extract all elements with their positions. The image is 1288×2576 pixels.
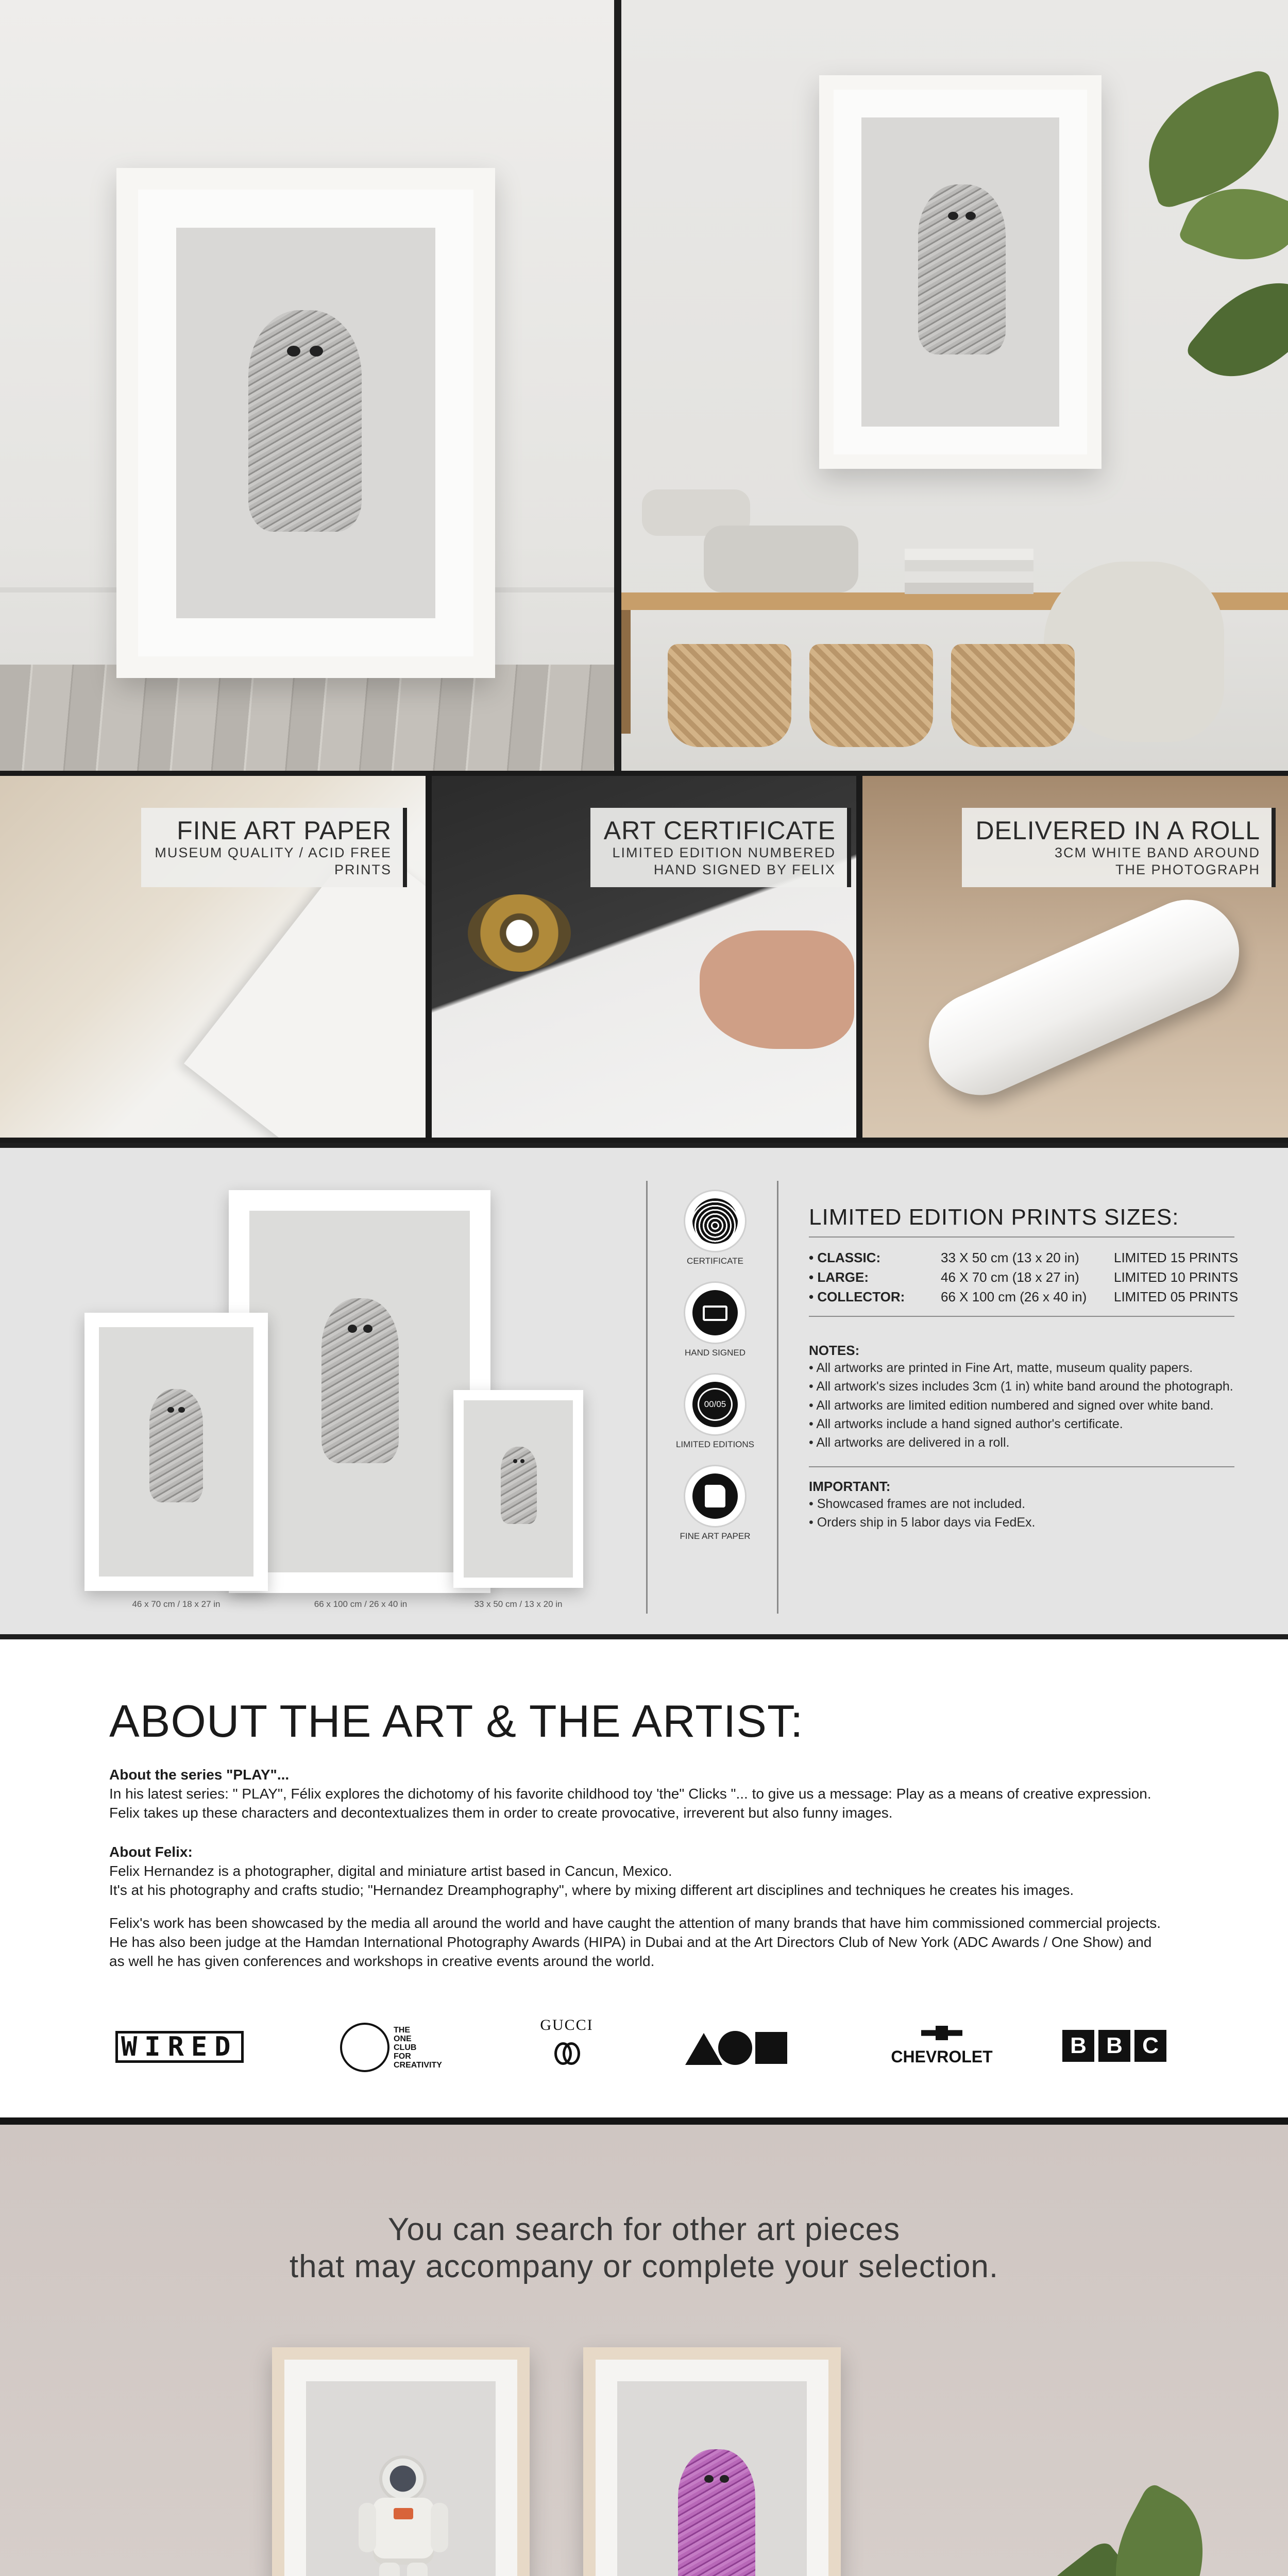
feature-subtitle: 3CM WHITE BAND AROUND (1054, 844, 1260, 860)
basket (668, 644, 791, 747)
important-heading: IMPORTANT: (809, 1479, 891, 1494)
feature-subtitle: LIMITED EDITION NUMBERED (612, 844, 836, 860)
frame-purple-mummy (583, 2347, 841, 2576)
divider (646, 1181, 648, 1614)
divider (809, 1236, 1234, 1238)
artwork-photo (861, 117, 1059, 427)
one-club-text: FOR (394, 2052, 411, 2061)
feature-subtitle: PRINTS (334, 862, 392, 878)
search-text-line: You can search for other art pieces (387, 2212, 901, 2247)
feature-art-certificate (432, 776, 856, 1138)
divider (777, 1181, 778, 1614)
series-line: In his latest series: " PLAY", Félix explores the dichotomy of his favorite childhood toy 'the" Clicks "... to give us a message: Play as a means of creative expression. (109, 1786, 1151, 1802)
size-row-limit: LIMITED 10 PRINTS (1114, 1269, 1239, 1285)
media-line: Felix's work has been showcased by the media all around the world and have caught the attention of many brands that have him commissioned commercial projects. (109, 1915, 1161, 1931)
basket (951, 644, 1075, 747)
notes-heading: NOTES: (809, 1343, 860, 1358)
gold-seal-icon (468, 894, 571, 972)
size-row-name: • COLLECTOR: (809, 1289, 905, 1304)
basket (809, 644, 933, 747)
one-club-logo (340, 2023, 464, 2072)
hand-with-pen (700, 930, 854, 1049)
sizes-heading: LIMITED EDITION PRINTS SIZES: (809, 1205, 1179, 1230)
size-row-limit: LIMITED 05 PRINTS (1114, 1289, 1239, 1304)
badge-label: CERTIFICATE (687, 1256, 743, 1266)
felix-line: It's at his photography and crafts studio; "Hernandez Dreamphography", where by mixing different art disciplines and techniques he creates his images. (109, 1882, 1074, 1899)
feature-title: ART CERTIFICATE (603, 816, 836, 845)
print-medium (84, 1313, 268, 1591)
purple-mummy-artwork (617, 2381, 807, 2576)
gucci-logo (536, 2016, 598, 2078)
feature-label (141, 808, 407, 887)
feature-label (590, 808, 851, 887)
note-item: • All artworks are limited edition numbered and signed over white band. (809, 1398, 1214, 1413)
paper-roll-icon (685, 1466, 745, 1526)
search-text-line: that may accompany or complete your selection. (289, 2249, 999, 2284)
wired-logo (115, 2031, 244, 2063)
series-line: Felix takes up these characters and decontextualizes them in order to create provocative, irreverent but also funny images. (109, 1805, 893, 1821)
badge-label: FINE ART PAPER (680, 1531, 751, 1541)
feature-subtitle: MUSEUM QUALITY / ACID FREE (155, 844, 392, 860)
mockup-leaning-frame (0, 0, 614, 771)
artwork-photo (176, 228, 435, 618)
feature-label (962, 808, 1276, 887)
hero-mockups (0, 0, 1288, 771)
size-row-name: • LARGE: (809, 1269, 869, 1285)
mummy-figure (321, 1298, 399, 1463)
note-item: • All artworks are printed in Fine Art, matte, museum quality papers. (809, 1361, 1193, 1375)
feature-fine-art-paper (0, 776, 426, 1138)
feature-delivered-roll (862, 776, 1288, 1138)
divider (809, 1316, 1234, 1317)
size-row-name: • CLASSIC: (809, 1250, 881, 1265)
mummy-figure (248, 310, 362, 532)
feature-subtitle: HAND SIGNED BY FELIX (653, 862, 836, 878)
wood-floor (0, 665, 614, 771)
notes-block (809, 1343, 1252, 1452)
paper-roll (912, 883, 1256, 1111)
series-heading: About the series "PLAY"... (109, 1767, 290, 1783)
note-item: • All artwork's sizes includes 3cm (1 in) white band around the photograph. (809, 1379, 1233, 1394)
important-block (809, 1479, 1252, 1532)
feature-title: FINE ART PAPER (177, 816, 392, 845)
felix-line: Felix Hernandez is a photographer, digital and miniature artist based in Cancun, Mexico. (109, 1863, 672, 1879)
mockup-hanging-frame (621, 0, 1288, 771)
one-club-text: CLUB (394, 2043, 417, 2052)
aoc-logo (685, 2029, 788, 2065)
bbc-logo (1062, 2030, 1166, 2064)
size-row-dimensions: 46 X 70 cm (18 x 27 in) (941, 1269, 1079, 1285)
print-large (229, 1190, 490, 1593)
signature-icon (685, 1283, 745, 1343)
living-room-mockup (0, 2125, 1288, 2576)
astronaut-helmet (382, 2459, 423, 2499)
about-title: ABOUT THE ART & THE ARTIST: (109, 1696, 804, 1747)
media-line: as well he has given conferences and workshops in creative events around the world. (109, 1953, 655, 1970)
plant-decor (1129, 68, 1288, 211)
mummy-figure (678, 2449, 755, 2576)
size-row-limit: LIMITED 15 PRINTS (1114, 1250, 1239, 1265)
badge-label: LIMITED EDITIONS (675, 1439, 755, 1449)
astronaut-artwork (306, 2381, 496, 2576)
size-caption: 66 x 100 cm / 26 x 40 in (314, 1599, 408, 1609)
about-media-paragraph (109, 1913, 1191, 1971)
books (905, 549, 1033, 560)
leaning-frame (116, 168, 495, 678)
felix-heading: About Felix: (109, 1844, 193, 1860)
note-item: • All artworks include a hand signed author's certificate. (809, 1416, 1123, 1431)
one-club-text: ONE (394, 2035, 412, 2043)
feature-title: DELIVERED IN A ROLL (975, 816, 1260, 845)
wired-wordmark: WIRED (115, 2031, 244, 2063)
one-club-text: THE (394, 2026, 410, 2035)
edition-icon (685, 1375, 745, 1434)
print-small (453, 1390, 583, 1588)
mummy-figure (918, 184, 1006, 354)
hanging-frame (819, 75, 1101, 469)
edition-number: 00/05 (698, 1388, 733, 1421)
mummy-figure (149, 1389, 203, 1502)
size-caption: 33 x 50 cm / 13 x 20 in (474, 1599, 563, 1609)
about-section (0, 1639, 1288, 2125)
bbc-block: B (1098, 2030, 1130, 2062)
badge-label: HAND SIGNED (684, 1348, 746, 1358)
feature-subtitle: THE PHOTOGRAPH (1115, 862, 1260, 878)
about-series-paragraph (109, 1765, 1191, 1823)
pillow (704, 526, 858, 592)
one-club-text: CREATIVITY (394, 2061, 442, 2070)
size-row-dimensions: 66 X 100 cm (26 x 40 in) (941, 1289, 1087, 1304)
media-line: He has also been judge at the Hamdan International Photography Awards (HIPA) in Dubai and at the Art Directors Club of New York (ADC Awards / One Show) and (109, 1934, 1152, 1951)
mummy-figure (501, 1447, 537, 1524)
gucci-wordmark: GUCCI (540, 2016, 594, 2033)
size-row-dimensions: 33 X 50 cm (13 x 20 in) (941, 1250, 1079, 1265)
important-item: • Showcased frames are not included. (809, 1497, 1026, 1511)
chevrolet-wordmark: CHEVROLET (891, 2047, 993, 2066)
important-item: • Orders ship in 5 labor days via FedEx. (809, 1515, 1036, 1530)
fingerprint-icon (685, 1191, 745, 1251)
print-sizes-section (0, 1143, 1288, 1639)
about-felix-paragraph (109, 1842, 1191, 1900)
feature-strip (0, 771, 1288, 1143)
divider (809, 1466, 1234, 1467)
chevrolet-logo (890, 2024, 993, 2073)
bbc-block: C (1134, 2030, 1166, 2062)
bbc-block: B (1062, 2030, 1094, 2062)
note-item: • All artworks are delivered in a roll. (809, 1435, 1010, 1450)
frame-astronaut (272, 2347, 530, 2576)
size-caption: 46 x 70 cm / 18 x 27 in (132, 1599, 221, 1609)
